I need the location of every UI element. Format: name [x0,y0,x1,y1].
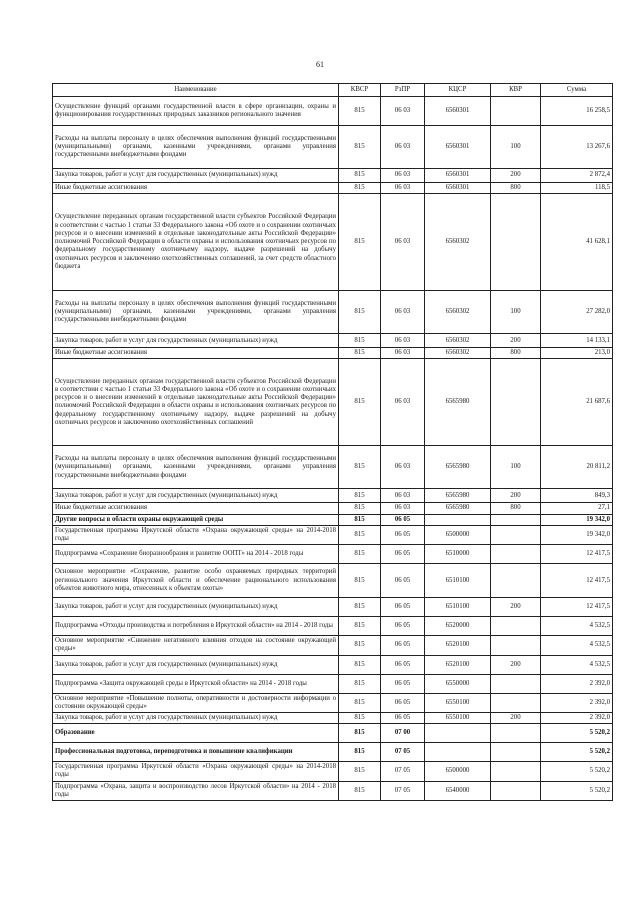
row-kvsr: 815 [339,525,381,544]
row-name: Осуществление переданных органам государственной власти субъектов Российской Федерации в соответствии с частью 1 статьи 33 Федерального закона «Об охоте и о сохранении охотничьих ресурсов и о внесении изменений в отдельные законодательные акты Российской Федерации» полномочий Российской Федерации в области охраны и использования охотничьих ресурсов по федеральному государственному охотничьему надзору, выдаче разрешений на добычу охотничьих ресурсов и заключению охотхозяйственных соглашений, за счет средств областного бюджета [53,194,339,291]
row-name: Иные бюджетные ассигнования [53,183,339,194]
row-kcsr: 6520100 [425,636,491,655]
row-name: Государственная программа Иркутской области «Охрана окружающей среды» на 2014-2018 годы [53,525,339,544]
table-row [53,348,613,359]
row-sum: 2 392,0 [541,693,613,712]
row-kvsr: 815 [339,655,381,674]
row-name: Основное мероприятие «Снижение негативного влияния отходов на состояние окружающей среды» [53,636,339,655]
row-name: Образование [53,724,339,743]
table-body [53,97,613,801]
row-kvsr: 815 [339,126,381,169]
row-kvsr: 815 [339,514,381,525]
row-sum: 118,5 [541,183,613,194]
row-name: Закупка товаров, работ и услуг для государственных (муниципальных) нужд [53,598,339,617]
row-kvsr: 815 [339,617,381,636]
row-name: Закупка товаров, работ и услуг для государственных (муниципальных) нужд [53,169,339,183]
row-kcsr: 6560301 [425,126,491,169]
row-kcsr: 6540000 [425,781,491,800]
row-kvr [491,636,541,655]
header-kvsr: КВСР [339,84,381,97]
row-sum: 5 520,2 [541,762,613,781]
row-sum: 13 267,6 [541,126,613,169]
row-kvsr: 815 [339,762,381,781]
row-sum: 21 687,6 [541,359,613,446]
row-sum: 12 417,5 [541,545,613,564]
row-kvsr: 815 [339,97,381,126]
row-kvr [491,514,541,525]
row-kvr [491,525,541,544]
row-kvr [491,97,541,126]
row-kcsr: 6510000 [425,545,491,564]
row-kvsr: 815 [339,348,381,359]
row-sum: 2 872,4 [541,169,613,183]
table-row [53,489,613,503]
row-kcsr [425,724,491,743]
row-rzpr: 06 03 [381,291,425,334]
row-kcsr: 6565980 [425,359,491,446]
row-sum: 5 520,2 [541,724,613,743]
table-row [53,97,613,126]
row-kvr [491,359,541,446]
table-row [53,446,613,489]
row-kcsr: 6565980 [425,446,491,489]
row-kvsr: 815 [339,743,381,762]
row-sum: 2 392,0 [541,674,613,693]
row-rzpr: 06 05 [381,674,425,693]
row-sum: 12 417,5 [541,564,613,598]
budget-table [52,83,613,801]
table-row [53,291,613,334]
row-kvr [491,564,541,598]
table-row [53,359,613,446]
row-kvr [491,545,541,564]
row-kcsr: 6500000 [425,762,491,781]
table-row [53,183,613,194]
row-name: Осуществление функций органами государственной власти в сфере организации, охраны и функционирования государственных природных заказников регионального значения [53,97,339,126]
row-rzpr: 07 05 [381,762,425,781]
table-row [53,743,613,762]
row-kcsr [425,743,491,762]
table-row [53,545,613,564]
table-row [53,169,613,183]
row-kcsr: 6565980 [425,503,491,514]
row-sum: 213,0 [541,348,613,359]
row-kvsr: 815 [339,713,381,724]
row-rzpr: 06 03 [381,97,425,126]
table-row [53,194,613,291]
row-kvr [491,674,541,693]
row-rzpr: 06 03 [381,126,425,169]
row-kvsr: 815 [339,334,381,348]
row-kvsr: 815 [339,194,381,291]
row-kvsr: 815 [339,169,381,183]
row-sum: 19 342,0 [541,514,613,525]
row-name: Подпрограмма «Защита окружающей среды в Иркутской области» на 2014 - 2018 годы [53,674,339,693]
row-kvr [491,781,541,800]
table-row [53,781,613,800]
row-rzpr: 06 05 [381,514,425,525]
row-kvr: 100 [491,291,541,334]
row-name: Профессиональная подготовка, переподготовка и повышение квалификации [53,743,339,762]
row-kvsr: 815 [339,503,381,514]
table-row [53,636,613,655]
table-row [53,334,613,348]
row-kvsr: 815 [339,674,381,693]
row-kcsr: 6560302 [425,348,491,359]
row-rzpr: 06 05 [381,564,425,598]
table-row [53,655,613,674]
table-row [53,724,613,743]
row-name: Расходы на выплаты персоналу в целях обеспечения выполнения функций государственными (муниципальными) органами, казенными учреждениями, органами управления государственными внебюджетными фондами [53,446,339,489]
row-kcsr: 6500000 [425,525,491,544]
header-name: Наименование [53,84,339,97]
row-kvr [491,194,541,291]
row-rzpr: 06 05 [381,693,425,712]
row-name: Подпрограмма «Сохранение биоразнообразия и развитие ООПТ» на 2014 - 2018 годы [53,545,339,564]
row-kvr: 200 [491,334,541,348]
row-name: Закупка товаров, работ и услуг для государственных (муниципальных) нужд [53,655,339,674]
row-kvr: 200 [491,655,541,674]
row-name: Расходы на выплаты персоналу в целях обеспечения выполнения функций государственными (муниципальными) органами, казенными учреждениями, органами управления государственными внебюджетными фондами [53,126,339,169]
row-kvr [491,743,541,762]
row-name: Основное мероприятие «Повышение полноты, оперативности и достоверности информации о состоянии окружающей среды» [53,693,339,712]
row-name: Иные бюджетные ассигнования [53,348,339,359]
row-rzpr: 06 05 [381,545,425,564]
row-rzpr: 06 05 [381,713,425,724]
row-rzpr: 06 03 [381,194,425,291]
page-number: 61 [316,60,324,69]
table-row [53,525,613,544]
table-row [53,617,613,636]
row-rzpr: 07 05 [381,743,425,762]
row-kcsr: 6510100 [425,564,491,598]
row-sum: 20 811,2 [541,446,613,489]
row-kvr [491,762,541,781]
row-kvr: 200 [491,598,541,617]
row-sum: 2 392,0 [541,713,613,724]
row-kcsr: 6520100 [425,655,491,674]
row-kvsr: 815 [339,724,381,743]
row-kvsr: 815 [339,183,381,194]
row-rzpr: 06 03 [381,359,425,446]
row-kcsr: 6560301 [425,97,491,126]
row-kcsr [425,514,491,525]
row-sum: 12 417,5 [541,598,613,617]
row-name: Осуществление переданных органам государственной власти субъектов Российской Федерации в соответствии с частью 1 статьи 33 Федерального закона «Об охоте и о сохранении охотничьих ресурсов и о внесении изменений в отдельные законодательные акты Российской Федерации» полномочий Российской Федерации в области охраны и использования охотничьих ресурсов по федеральному государственному охотничьему надзору, выдаче разрешений на добычу охотничьих ресурсов и заключению охотхозяйственных соглашений [53,359,339,446]
row-kvr: 800 [491,503,541,514]
row-sum: 4 532,5 [541,636,613,655]
table-row [53,126,613,169]
row-kvsr: 815 [339,564,381,598]
row-kvsr: 815 [339,598,381,617]
row-kcsr: 6550100 [425,713,491,724]
row-sum: 14 133,1 [541,334,613,348]
row-kvsr: 815 [339,489,381,503]
row-sum: 16 258,5 [541,97,613,126]
row-kvsr: 815 [339,636,381,655]
row-sum: 41 628,1 [541,194,613,291]
row-rzpr: 06 05 [381,525,425,544]
table-row [53,503,613,514]
row-rzpr: 06 03 [381,183,425,194]
table-row [53,564,613,598]
row-kcsr: 6510100 [425,598,491,617]
row-kvr: 100 [491,446,541,489]
header-rzpr: РзПР [381,84,425,97]
row-sum: 5 520,2 [541,781,613,800]
row-name: Другие вопросы в области охраны окружающей среды [53,514,339,525]
row-rzpr: 06 05 [381,655,425,674]
table-row [53,674,613,693]
row-name: Государственная программа Иркутской области «Охрана окружающей среды» на 2014-2018 годы [53,762,339,781]
row-kvsr: 815 [339,359,381,446]
row-kvsr: 815 [339,446,381,489]
row-sum: 27 282,0 [541,291,613,334]
row-name: Подпрограмма «Отходы производства и потребления в Иркутской области» на 2014 - 2018 годы [53,617,339,636]
row-sum: 4 532,5 [541,655,613,674]
row-name: Подпрограмма «Охрана, защита и воспроизводство лесов Иркутской области» на 2014 - 2018 годы [53,781,339,800]
row-kcsr: 6560301 [425,183,491,194]
header-kcsr: КЦСР [425,84,491,97]
header-kvr: КВР [491,84,541,97]
row-rzpr: 06 03 [381,446,425,489]
row-sum: 27,1 [541,503,613,514]
row-kcsr: 6550100 [425,693,491,712]
row-kvr: 200 [491,713,541,724]
row-name: Основное мероприятие «Сохранение, развитие особо охраняемых природных территорий регионального значения Иркутской области и обеспечение рационального использования объектов животного мира, отнесенных к объектам охоты» [53,564,339,598]
row-kvr: 800 [491,183,541,194]
row-sum: 4 532,5 [541,617,613,636]
row-kvr [491,693,541,712]
row-rzpr: 06 03 [381,489,425,503]
row-rzpr: 06 03 [381,169,425,183]
row-rzpr: 06 05 [381,598,425,617]
row-rzpr: 06 05 [381,636,425,655]
row-kvr [491,724,541,743]
row-rzpr: 06 03 [381,348,425,359]
row-name: Закупка товаров, работ и услуг для государственных (муниципальных) нужд [53,334,339,348]
row-rzpr: 06 03 [381,334,425,348]
row-sum: 5 520,2 [541,743,613,762]
row-kcsr: 6560302 [425,194,491,291]
row-kvr: 800 [491,348,541,359]
row-rzpr: 07 05 [381,781,425,800]
row-kvsr: 815 [339,781,381,800]
row-rzpr: 06 03 [381,503,425,514]
table-header-row [53,84,613,97]
row-kvr [491,617,541,636]
row-kcsr: 6565980 [425,489,491,503]
row-kvsr: 815 [339,693,381,712]
row-kvr: 100 [491,126,541,169]
table-row [53,598,613,617]
row-kvsr: 815 [339,545,381,564]
row-sum: 849,3 [541,489,613,503]
table-row [53,514,613,525]
row-kcsr: 6560302 [425,334,491,348]
row-name: Закупка товаров, работ и услуг для государственных (муниципальных) нужд [53,489,339,503]
table-row [53,713,613,724]
table-row [53,762,613,781]
row-kcsr: 6550000 [425,674,491,693]
row-kcsr: 6560302 [425,291,491,334]
row-name: Расходы на выплаты персоналу в целях обеспечения выполнения функций государственными (муниципальными) органами, казенными учреждениями, органами управления государственными внебюджетными фондами [53,291,339,334]
row-name: Закупка товаров, работ и услуг для государственных (муниципальных) нужд [53,713,339,724]
row-kcsr: 6520000 [425,617,491,636]
row-rzpr: 06 05 [381,617,425,636]
header-sum: Сумма [541,84,613,97]
row-sum: 19 342,0 [541,525,613,544]
row-kvr: 200 [491,169,541,183]
row-rzpr: 07 00 [381,724,425,743]
row-kvsr: 815 [339,291,381,334]
row-kcsr: 6560301 [425,169,491,183]
row-name: Иные бюджетные ассигнования [53,503,339,514]
row-kvr: 200 [491,489,541,503]
table-row [53,693,613,712]
